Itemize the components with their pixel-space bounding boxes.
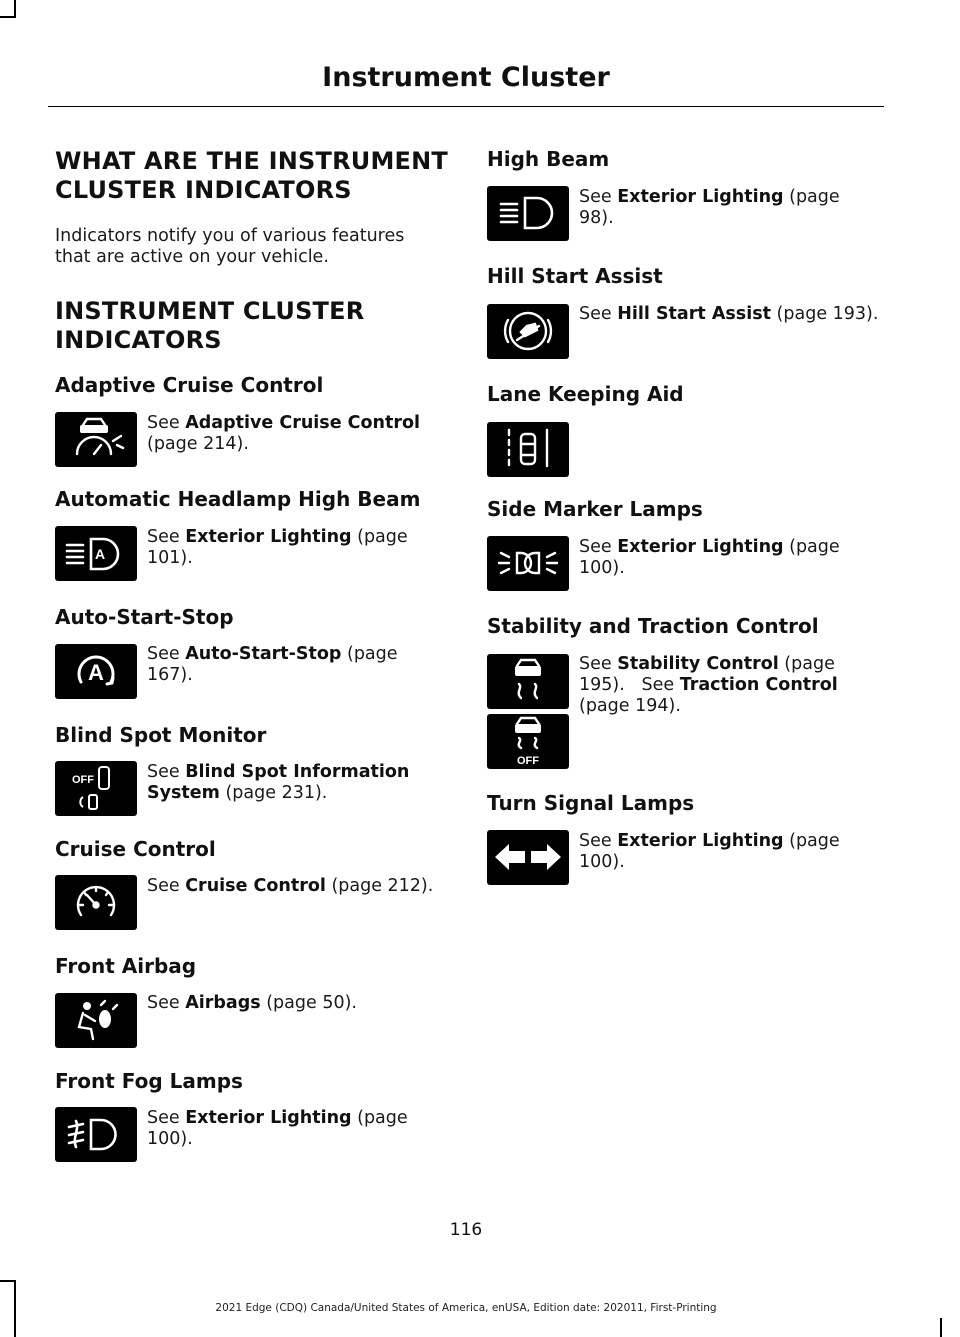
indicator-ref-front-airbag: See Airbags (page 50).: [147, 993, 357, 1013]
indicator-ref-high-beam: See Exterior Lighting (page 98).: [579, 187, 840, 228]
indicator-ref-auto-high-beam: See Exterior Lighting (page 101).: [147, 527, 408, 568]
ref-link[interactable]: Stability Control: [617, 654, 779, 674]
crop-mark-bottom-right-v: [940, 1318, 942, 1337]
indicator-title-cruise-control: Cruise Control: [55, 837, 216, 861]
cruise-control-icon: [55, 875, 137, 930]
lane-keeping-icon: [487, 422, 569, 477]
crop-mark-top-left-h: [0, 16, 16, 18]
indicator-ref-side-marker: See Exterior Lighting (page 100).: [579, 537, 840, 578]
auto-start-stop-icon: [55, 644, 137, 699]
indicator-ref-cruise-control: See Cruise Control (page 212).: [147, 876, 434, 896]
ref-link[interactable]: Hill Start Assist: [617, 304, 771, 324]
stability-control-icon: [487, 654, 569, 709]
adaptive-cruise-icon: [55, 412, 137, 467]
indicator-ref-turn-signal: See Exterior Lighting (page 100).: [579, 831, 840, 872]
ref-link-2[interactable]: Traction Control: [679, 675, 838, 695]
indicator-title-high-beam: High Beam: [487, 147, 610, 171]
page-header-title: Instrument Cluster: [322, 62, 610, 93]
ref-link[interactable]: Blind Spot Information System: [147, 762, 410, 803]
indicator-ref-blind-spot: See Blind Spot Information System (page 231).: [147, 762, 410, 803]
footer-edition: 2021 Edge (CDQ) Canada/United States of America, enUSA, Edition date: 202011, First-Printing: [215, 1302, 717, 1314]
ref-link[interactable]: Auto-Start-Stop: [185, 644, 342, 664]
indicator-ref-hill-start: See Hill Start Assist (page 193).: [579, 304, 879, 324]
airbag-icon: [55, 993, 137, 1048]
ref-link[interactable]: Exterior Lighting: [617, 831, 784, 851]
indicator-title-front-airbag: Front Airbag: [55, 954, 197, 978]
turn-signal-icon: [487, 830, 569, 885]
indicator-title-auto-start-stop: Auto-Start-Stop: [55, 605, 234, 629]
svg-text:OFF: OFF: [517, 755, 539, 767]
ref-link[interactable]: Exterior Lighting: [185, 527, 352, 547]
indicator-title-blind-spot: Blind Spot Monitor: [55, 723, 267, 747]
section-title-indicators: INSTRUMENT CLUSTER INDICATORS: [55, 297, 365, 354]
indicator-title-adaptive-cruise: Adaptive Cruise Control: [55, 373, 324, 397]
svg-text:A: A: [88, 660, 104, 685]
side-marker-icon: [487, 536, 569, 591]
hill-start-assist-icon: [487, 304, 569, 359]
intro-paragraph: Indicators notify you of various features that are active on your vehicle.: [55, 226, 405, 267]
traction-control-off-icon: [487, 714, 569, 769]
ref-link[interactable]: Airbags: [185, 993, 261, 1013]
page-number: 116: [449, 1220, 483, 1240]
svg-text:A: A: [94, 546, 106, 562]
ref-link[interactable]: Exterior Lighting: [617, 537, 784, 557]
indicator-ref-stability-traction: See Stability Control (page 195). See Traction Control (page 194).: [579, 654, 838, 716]
indicator-ref-adaptive-cruise: See Adaptive Cruise Control (page 214).: [147, 413, 421, 454]
indicator-ref-front-fog: See Exterior Lighting (page 100).: [147, 1108, 408, 1149]
indicator-title-front-fog: Front Fog Lamps: [55, 1069, 243, 1093]
indicator-title-side-marker: Side Marker Lamps: [487, 497, 703, 521]
header-rule: [48, 106, 884, 107]
ref-link[interactable]: Exterior Lighting: [185, 1108, 352, 1128]
section-title-what-are: WHAT ARE THE INSTRUMENT CLUSTER INDICATORS: [55, 147, 448, 204]
indicator-title-stability-traction: Stability and Traction Control: [487, 614, 819, 638]
high-beam-icon: [487, 186, 569, 241]
auto-high-beam-icon: [55, 526, 137, 581]
ref-link[interactable]: Adaptive Cruise Control: [185, 413, 421, 433]
indicator-title-lane-keeping: Lane Keeping Aid: [487, 382, 684, 406]
blind-spot-icon: [55, 761, 137, 816]
indicator-title-auto-high-beam: Automatic Headlamp High Beam: [55, 487, 421, 511]
indicator-title-hill-start: Hill Start Assist: [487, 264, 663, 288]
fog-lamp-icon: [55, 1107, 137, 1162]
indicator-title-turn-signal: Turn Signal Lamps: [487, 791, 695, 815]
svg-text:OFF: OFF: [72, 774, 94, 786]
indicator-ref-auto-start-stop: See Auto-Start-Stop (page 167).: [147, 644, 398, 685]
crop-mark-bottom-left-h: [0, 1280, 16, 1282]
ref-link[interactable]: Cruise Control: [185, 876, 326, 896]
ref-link[interactable]: Exterior Lighting: [617, 187, 784, 207]
